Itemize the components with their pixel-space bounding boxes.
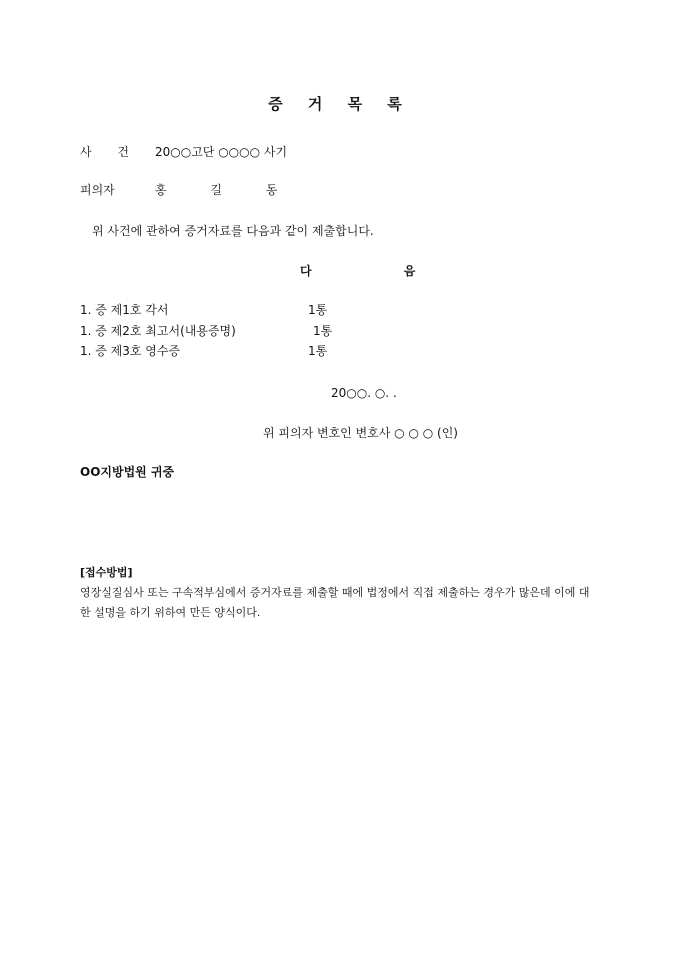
evidence-item-1-qty: 1통 (308, 303, 328, 317)
case-value: 20○○고단 ○○○○ 사기 (155, 145, 288, 159)
evidence-item-2-name: 1. 증 제2호 최고서(내용증명) (80, 324, 236, 338)
suspect-label: 피의자 (80, 183, 115, 197)
case-label: 사 건 (80, 145, 140, 159)
evidence-item-3-qty: 1통 (308, 344, 328, 358)
evidence-item-1-name: 1. 증 제1호 각서 (80, 303, 169, 317)
suspect-value: 홍 길 동 (155, 183, 298, 197)
notice-title: [접수방법] (80, 566, 133, 579)
submission-statement: 위 사건에 관하여 증거자료를 다음과 같이 제출합니다. (92, 224, 374, 238)
notice-text: 영장실질심사 또는 구속적부심에서 증거자료를 제출할 때에 법정에서 직접 제출하는 경우가 많은데 이에 대한 설명을 하기 위하여 만든 양식이다. (80, 586, 590, 619)
evidence-item-3-name: 1. 증 제3호 영수증 (80, 344, 181, 358)
document-title: 증 거 목 록 (268, 95, 412, 113)
list-heading: 다 음 (300, 264, 460, 278)
evidence-item-2-qty: 1통 (313, 324, 333, 338)
document-date: 20○○. ○. . (331, 386, 397, 400)
court-recipient: OO지방법원 귀중 (80, 465, 175, 479)
signer-line: 위 피의자 변호인 변호사 ○ ○ ○ (인) (263, 426, 458, 440)
